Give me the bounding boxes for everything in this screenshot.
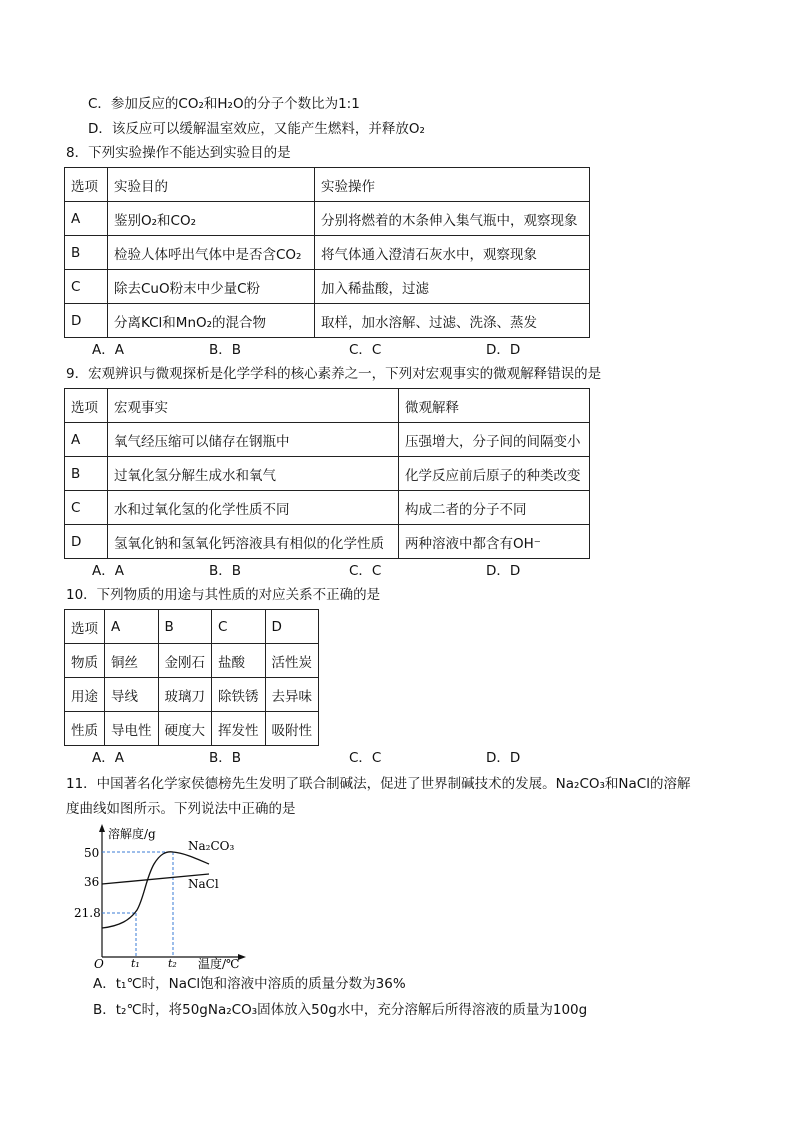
table-cell: 金刚石 bbox=[158, 644, 212, 678]
table-row bbox=[65, 423, 590, 457]
choice-c[interactable]: C．C bbox=[349, 563, 382, 579]
table-cell: 吸附性 bbox=[265, 712, 319, 746]
table-row bbox=[65, 644, 319, 678]
q9-table bbox=[64, 388, 590, 559]
q7-option-c: C．参加反应的CO₂和H₂O的分子个数比为1:1 bbox=[88, 96, 360, 112]
table-row bbox=[65, 525, 590, 559]
table-cell: 物质 bbox=[65, 644, 105, 678]
table-row bbox=[65, 678, 319, 712]
q8-choices bbox=[92, 341, 520, 359]
table-cell: 氧气经压缩可以储存在钢瓶中 bbox=[108, 423, 399, 457]
table-cell: 两种溶液中都含有OH⁻ bbox=[399, 525, 590, 559]
table-row bbox=[65, 202, 590, 236]
choice-d[interactable]: D．D bbox=[486, 342, 521, 358]
choice-a[interactable]: A．A bbox=[92, 342, 124, 358]
table-cell: 宏观事实 bbox=[108, 389, 399, 423]
table-cell: 构成二者的分子不同 bbox=[399, 491, 590, 525]
table-row bbox=[65, 610, 319, 644]
table-cell: 实验目的 bbox=[108, 168, 315, 202]
table-cell: 取样，加水溶解、过滤、洗涤、蒸发 bbox=[315, 304, 590, 338]
table-cell: A bbox=[105, 610, 159, 644]
table-cell: D bbox=[65, 525, 108, 559]
table-cell: 选项 bbox=[65, 610, 105, 644]
table-row bbox=[65, 457, 590, 491]
table-cell: 压强增大，分子间的间隔变小 bbox=[399, 423, 590, 457]
table-cell: B bbox=[158, 610, 212, 644]
table-cell: C bbox=[65, 491, 108, 525]
choice-c[interactable]: C．C bbox=[349, 342, 382, 358]
y-tick-label-36: 36 bbox=[84, 875, 100, 889]
choice-d[interactable]: D．D bbox=[486, 563, 521, 579]
table-cell: C bbox=[65, 270, 108, 304]
table-cell: 选项 bbox=[65, 168, 108, 202]
table-cell: 硬度大 bbox=[158, 712, 212, 746]
y-axis-arrow bbox=[99, 824, 105, 832]
x-axis-label: 温度/℃ bbox=[198, 957, 240, 971]
q10-stem: 10．下列物质的用途与其性质的对应关系不正确的是 bbox=[66, 587, 381, 603]
choice-a[interactable]: A．A bbox=[92, 563, 124, 579]
choice-b[interactable]: B．B bbox=[209, 342, 242, 358]
table-row bbox=[65, 270, 590, 304]
choice-c[interactable]: C．C bbox=[349, 750, 382, 766]
q8-table bbox=[64, 167, 590, 338]
q10-choices bbox=[92, 749, 520, 767]
table-row bbox=[65, 712, 319, 746]
table-cell: 分别将燃着的木条伸入集气瓶中，观察现象 bbox=[315, 202, 590, 236]
table-row bbox=[65, 236, 590, 270]
table-cell: 加入稀盐酸，过滤 bbox=[315, 270, 590, 304]
table-cell: B bbox=[65, 236, 108, 270]
x-tick-label-t2: t₂ bbox=[168, 957, 177, 970]
table-cell: 铜丝 bbox=[105, 644, 159, 678]
q11-option-a: A．t₁℃时，NaCl饱和溶液中溶质的质量分数为36% bbox=[93, 976, 406, 992]
q9-choices bbox=[92, 562, 520, 580]
table-cell: C bbox=[212, 610, 266, 644]
table-cell: 用途 bbox=[65, 678, 105, 712]
y-tick-label-50: 50 bbox=[84, 846, 100, 860]
table-cell: B bbox=[65, 457, 108, 491]
table-cell: 氢氧化钠和氢氧化钙溶液具有相似的化学性质 bbox=[108, 525, 399, 559]
q7-option-d: D．该反应可以缓解温室效应，又能产生燃料，并释放O₂ bbox=[88, 121, 425, 137]
y-axis-label: 溶解度/g bbox=[108, 827, 156, 841]
table-row bbox=[65, 491, 590, 525]
table-cell: D bbox=[65, 304, 108, 338]
table-row bbox=[65, 304, 590, 338]
table-cell: 去异味 bbox=[265, 678, 319, 712]
choice-b[interactable]: B．B bbox=[209, 750, 242, 766]
q11-option-b: B．t₂℃时，将50gNa₂CO₃固体放入50g水中，充分溶解后所得溶液的质量为100g bbox=[93, 1002, 588, 1018]
table-cell: 过氧化氢分解生成水和氧气 bbox=[108, 457, 399, 491]
table-cell: 实验操作 bbox=[315, 168, 590, 202]
table-cell: 盐酸 bbox=[212, 644, 266, 678]
table-cell: 鉴别O₂和CO₂ bbox=[108, 202, 315, 236]
origin-label: O bbox=[94, 957, 104, 971]
table-cell: 将气体通入澄清石灰水中，观察现象 bbox=[315, 236, 590, 270]
q8-stem: 8．下列实验操作不能达到实验目的是 bbox=[66, 145, 291, 161]
series-label-na2co3: Na₂CO₃ bbox=[188, 839, 235, 853]
table-cell: 选项 bbox=[65, 389, 108, 423]
q11-stem-line2: 度曲线如图所示。下列说法中正确的是 bbox=[66, 801, 296, 817]
solubility-chart bbox=[74, 822, 250, 971]
series-label-nacl: NaCl bbox=[188, 877, 219, 891]
table-cell: A bbox=[65, 423, 108, 457]
table-cell: 导线 bbox=[105, 678, 159, 712]
table-cell: 活性炭 bbox=[265, 644, 319, 678]
table-cell: 微观解释 bbox=[399, 389, 590, 423]
table-cell: 水和过氧化氢的化学性质不同 bbox=[108, 491, 399, 525]
table-cell: 玻璃刀 bbox=[158, 678, 212, 712]
table-cell: 性质 bbox=[65, 712, 105, 746]
table-cell: 挥发性 bbox=[212, 712, 266, 746]
table-cell: 分离KCl和MnO₂的混合物 bbox=[108, 304, 315, 338]
table-cell: A bbox=[65, 202, 108, 236]
table-header-row bbox=[65, 389, 590, 423]
table-cell: 导电性 bbox=[105, 712, 159, 746]
table-cell: 除去CuO粉末中少量C粉 bbox=[108, 270, 315, 304]
table-cell: 检验人体呼出气体中是否含CO₂ bbox=[108, 236, 315, 270]
q9-stem: 9．宏观辨识与微观探析是化学学科的核心素养之一，下列对宏观事实的微观解释错误的是 bbox=[66, 366, 602, 382]
table-header-row bbox=[65, 168, 590, 202]
choice-d[interactable]: D．D bbox=[486, 750, 521, 766]
table-cell: 除铁锈 bbox=[212, 678, 266, 712]
q10-table bbox=[64, 609, 319, 746]
choice-a[interactable]: A．A bbox=[92, 750, 124, 766]
table-cell: D bbox=[265, 610, 319, 644]
y-tick-label-21-8: 21.8 bbox=[74, 906, 101, 920]
x-tick-label-t1: t₁ bbox=[131, 957, 140, 970]
table-cell: 化学反应前后原子的种类改变 bbox=[399, 457, 590, 491]
choice-b[interactable]: B．B bbox=[209, 563, 242, 579]
q11-stem-line1: 11．中国著名化学家侯德榜先生发明了联合制碱法，促进了世界制碱技术的发展。Na₂CO₃和NaCl的溶解 bbox=[66, 776, 691, 792]
